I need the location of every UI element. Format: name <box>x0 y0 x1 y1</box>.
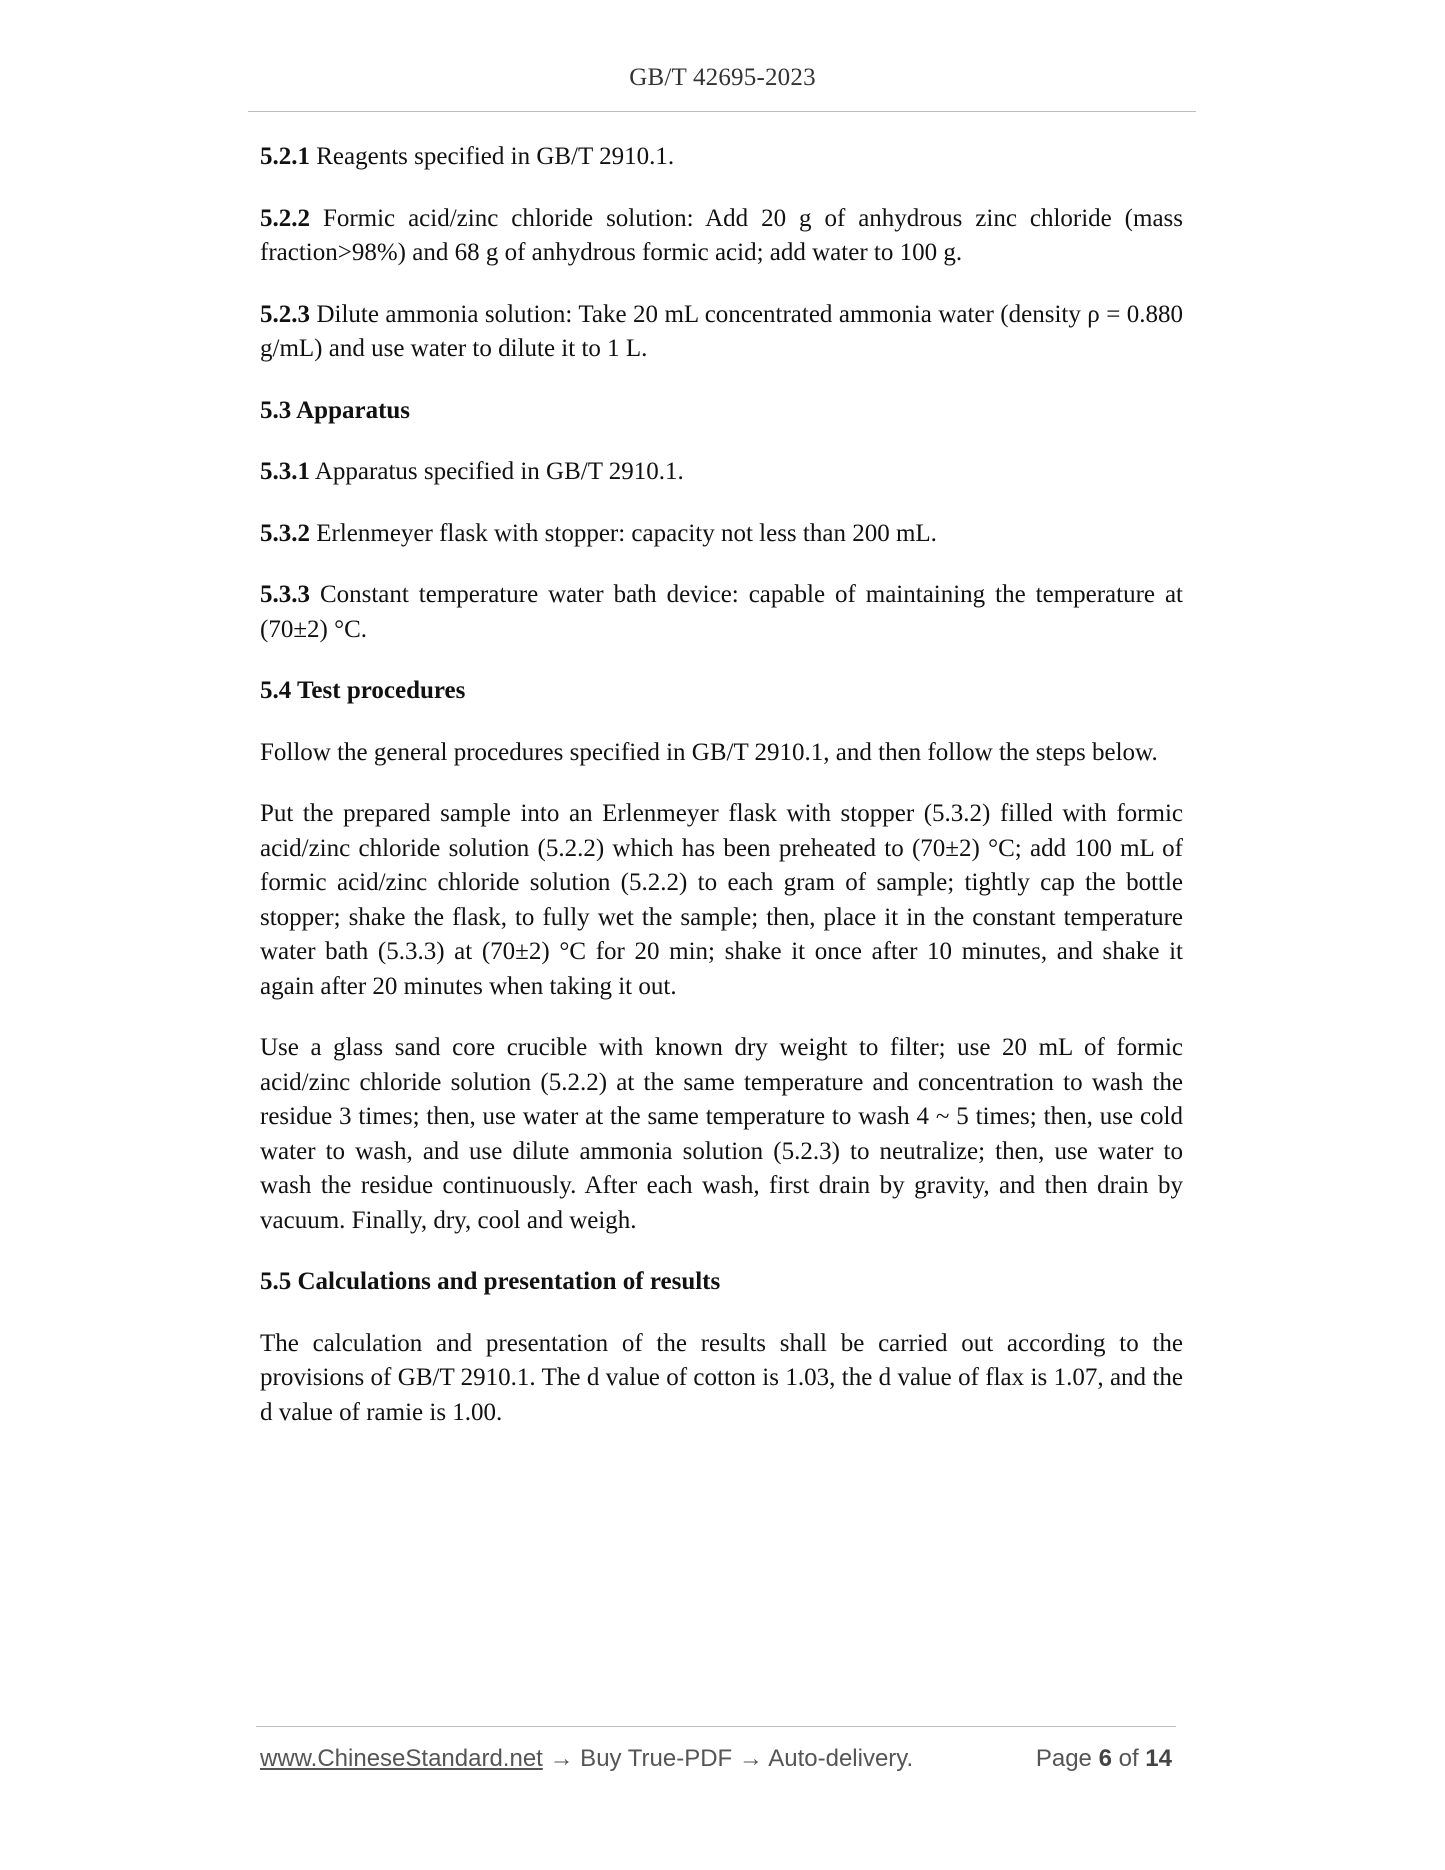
footer-tagline: → Buy True-PDF → Auto-delivery. <box>542 1745 914 1772</box>
of-label: of <box>1118 1745 1139 1772</box>
results-paragraph: The calculation and presentation of the results shall be carried out according to the provisions of GB/T 2910.1. The d value of cotton is 1.03, the d value of flax is 1.07, and the d value of ramie is 1.00. <box>260 1329 1183 1426</box>
procedure-paragraph-3: Use a glass sand core crucible with known dry weight to filter; use 20 mL of formic acid/zinc chloride solution (5.2.2) at the same temperature and concentration to wash the residue 3 times; then, use water at the same temperature to wash 4 ~ 5 times; then, use cold water to wash, and use dilute ammonia solution (5.2.3) to neutralize; then, use water to wash the residue continuously. After each wash, first drain by gravity, and then drain by vacuum. Finally, dry, cool and weigh. <box>260 1034 1183 1234</box>
clause-number: 5.3.3 <box>260 581 310 608</box>
clause-text: Apparatus specified in GB/T 2910.1. <box>314 458 684 485</box>
clause-number: 5.2.2 <box>260 204 310 232</box>
page-total: 14 <box>1145 1745 1172 1772</box>
section-heading-5-4: 5.4 Test procedures <box>260 677 466 704</box>
clause-text: Constant temperature water bath device: capable of maintaining the temperature at (70±2) °C. <box>260 581 1183 643</box>
section-heading-5-5: 5.5 Calculations and presentation of results <box>260 1268 721 1295</box>
page-label: Page <box>1035 1745 1092 1772</box>
footer-divider <box>256 1726 1176 1727</box>
clause-5-3-2 <box>260 517 1183 552</box>
clause-text: Reagents specified in GB/T 2910.1. <box>316 143 675 170</box>
page-indicator <box>1036 1745 1172 1773</box>
clause-number: 5.3.1 <box>260 458 310 485</box>
clause-text: Erlenmeyer flask with stopper: capacity not less than 200 mL. <box>316 519 937 547</box>
clause-5-2-1 <box>260 140 1183 175</box>
section-heading-5-3: 5.3 Apparatus <box>260 396 411 424</box>
clause-number: 5.2.1 <box>260 143 310 170</box>
page-current: 6 <box>1098 1745 1112 1772</box>
page-header: GB/T 42695-2023 <box>629 64 816 91</box>
page-footer <box>260 1745 1176 1773</box>
clause-5-3-1 <box>260 455 1183 490</box>
procedure-paragraph-1: Follow the general procedures specified in GB/T 2910.1, and then follow the steps below. <box>260 738 1158 766</box>
website-link[interactable]: www.ChineseStandard.net <box>260 1745 543 1772</box>
clause-text: Dilute ammonia solution: Take 20 mL concentrated ammonia water (density ρ = 0.880 g/mL) and use water to dilute it to 1 L. <box>260 300 1184 362</box>
clause-text: Formic acid/zinc chloride solution: Add 20 g of anhydrous zinc chloride (mass fraction>98%) and 68 g of anhydrous formic acid; add water to 100 g. <box>260 204 1184 266</box>
clause-5-3-3 <box>260 578 1183 647</box>
document-body <box>260 140 1183 1457</box>
clause-5-2-3 <box>260 298 1183 367</box>
procedure-paragraph-2: Put the prepared sample into an Erlenmeyer flask with stopper (5.3.2) filled with formic acid/zinc chloride solution (5.2.2) which has been preheated to (70±2) °C; add 100 mL of formic acid/zinc chloride solution (5.2.2) to each gram of sample; tightly cap the bottle stopper; shake the flask, to fully wet the sample; then, place it in the constant temperature water bath (5.3.3) at (70±2) °C for 20 min; shake it once after 10 minutes, and shake it again after 20 minutes when taking it out. <box>260 800 1183 1000</box>
clause-number: 5.2.3 <box>260 300 310 328</box>
header-divider <box>248 111 1196 112</box>
clause-number: 5.3.2 <box>260 519 310 547</box>
clause-5-2-2 <box>260 202 1183 271</box>
